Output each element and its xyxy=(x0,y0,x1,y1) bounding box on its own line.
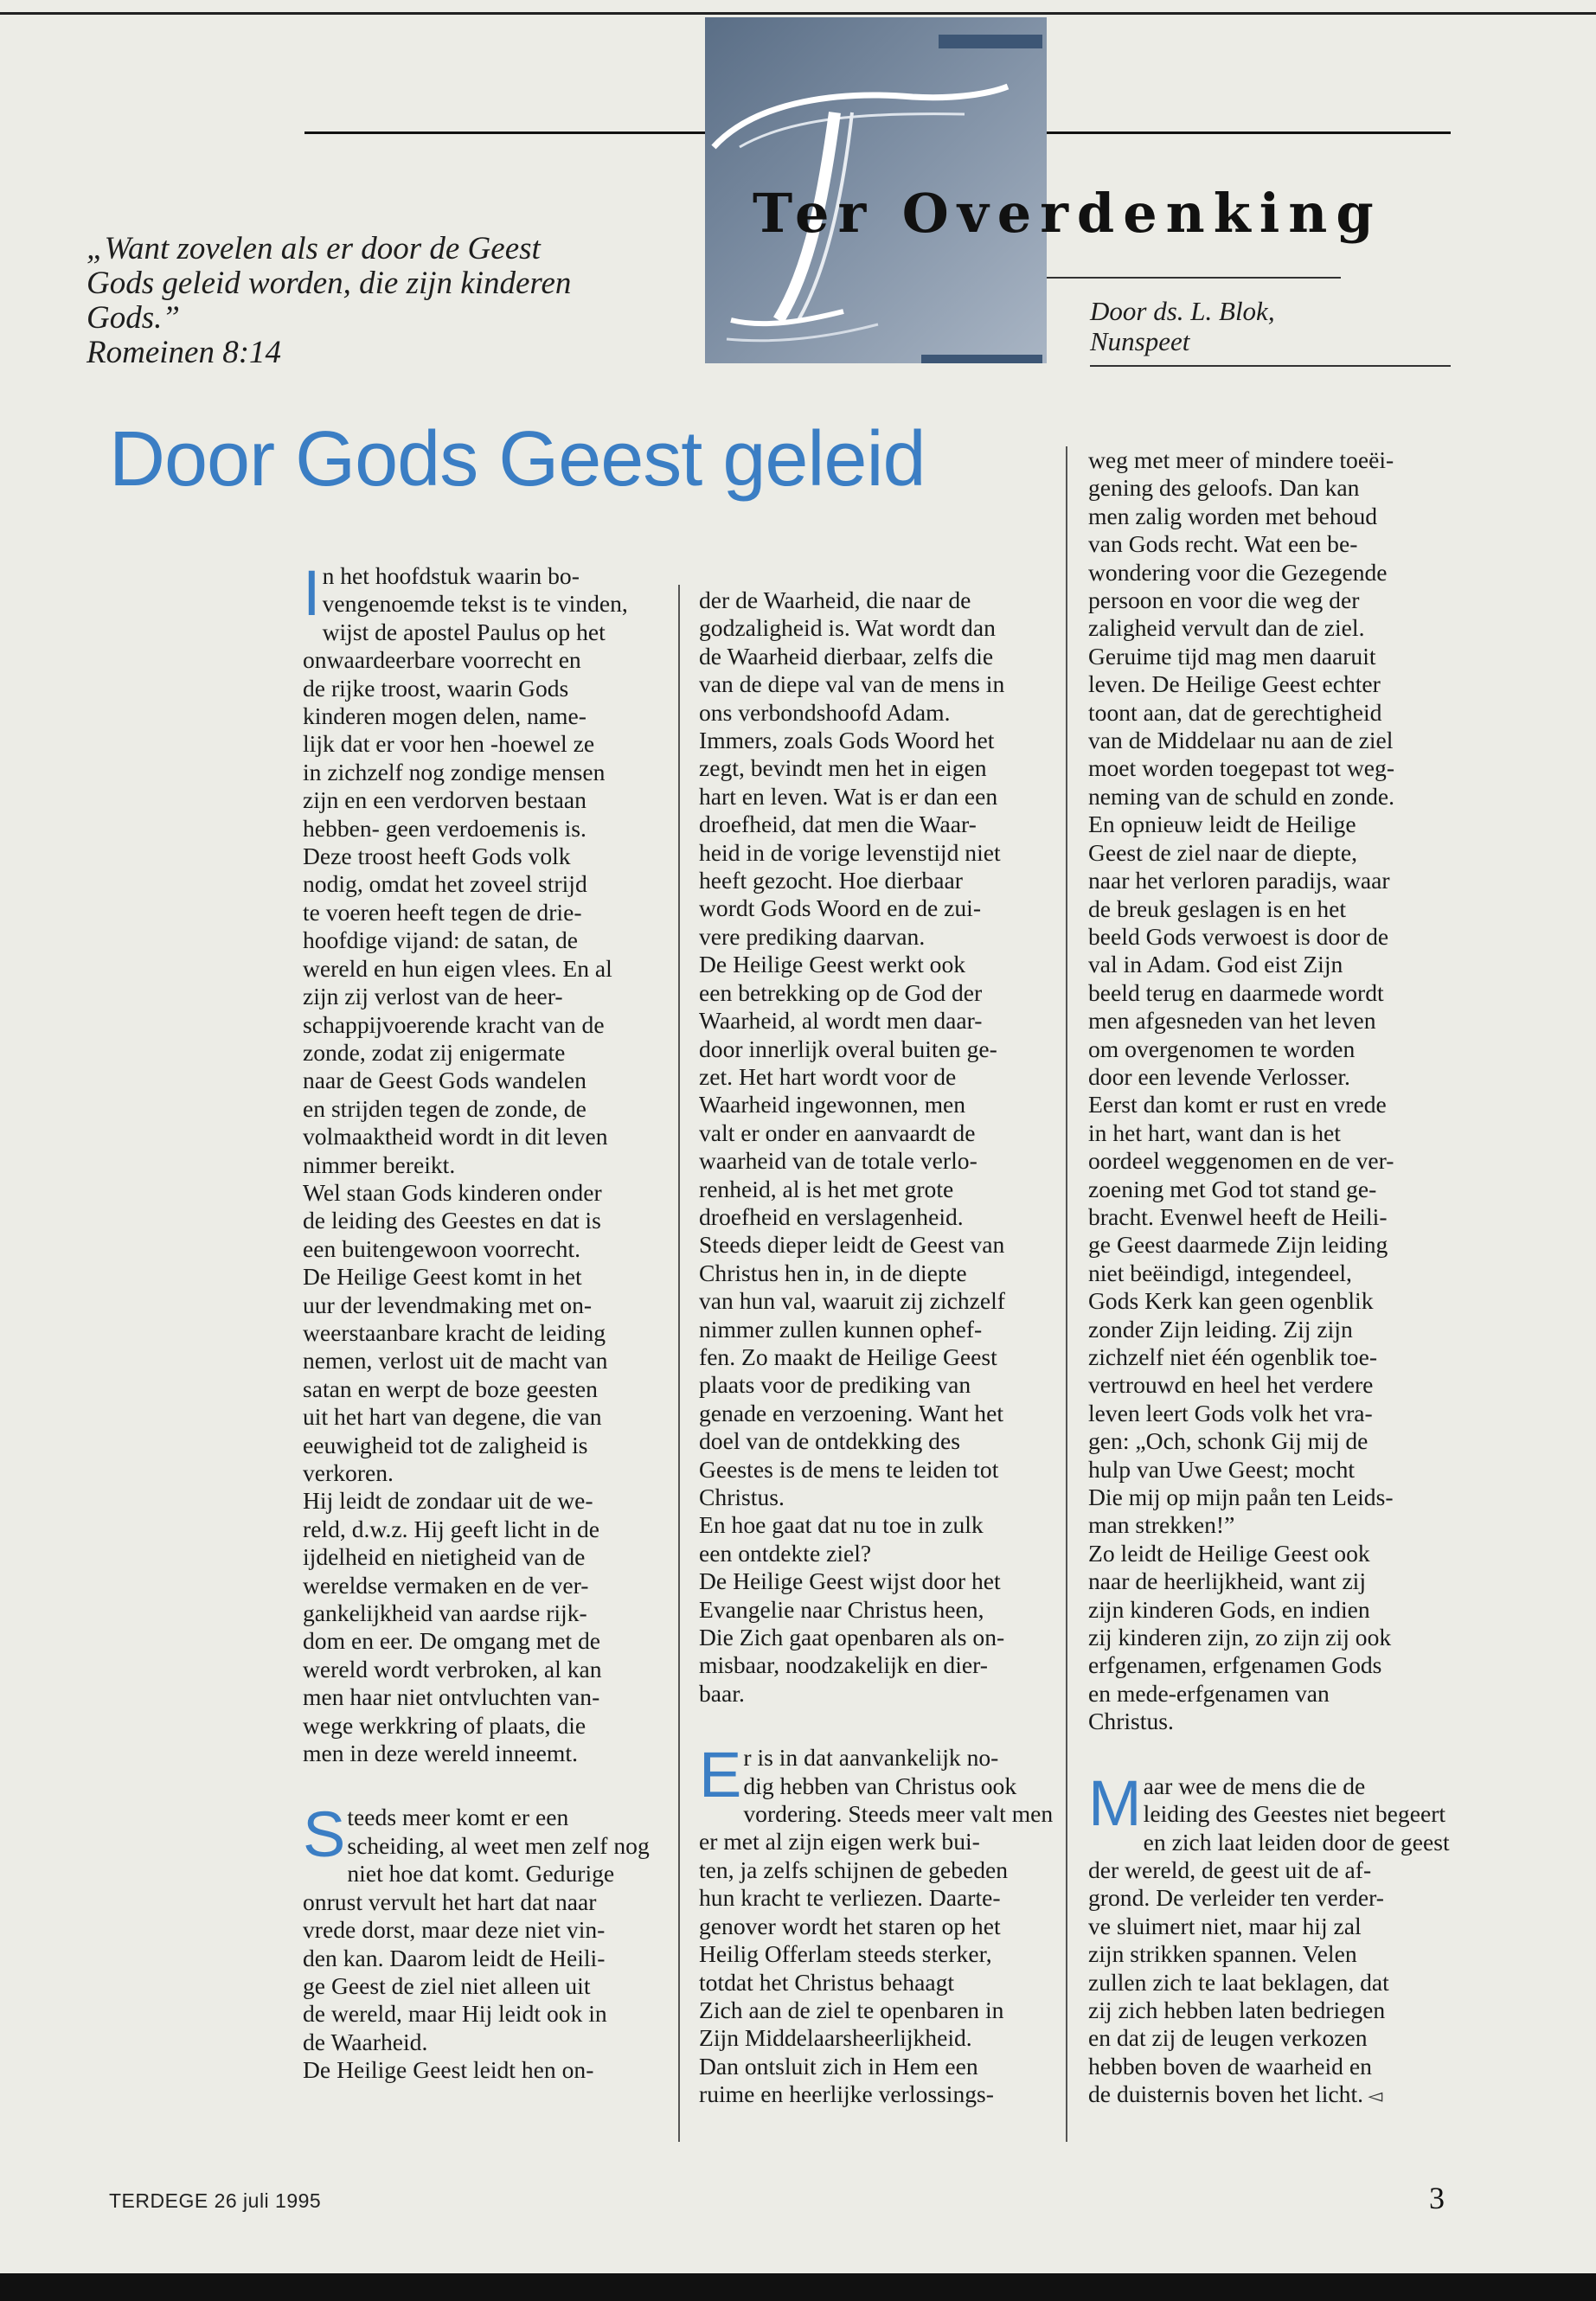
text-line: wijst de apostel Paulus op het xyxy=(322,618,606,645)
text-line: door innerlijk overal buiten ge- xyxy=(699,1035,997,1062)
text-line: hulp van Uwe Geest; mocht xyxy=(1088,1455,1356,1483)
text-line: De Heilige Geest werkt ook xyxy=(699,951,966,978)
text-line: genover wordt het staren op het xyxy=(699,1912,1001,1939)
text-line: Zo leidt de Heilige Geest ook xyxy=(1088,1539,1370,1567)
text-line: De Heilige Geest leidt hen on- xyxy=(303,2056,594,2084)
text-line: zoening met God tot stand ge- xyxy=(1088,1175,1377,1202)
text-line: Christus hen in, in de diepte xyxy=(699,1259,967,1286)
text-line: De Heilige Geest komt in het xyxy=(303,1263,582,1291)
text-line: en strijden tegen de zonde, de xyxy=(303,1094,586,1122)
scripture-line: Gods.” xyxy=(87,300,180,336)
column-lines xyxy=(303,557,657,1767)
text-line: vengenoemde tekst is te vinden, xyxy=(322,590,628,618)
text-line: Die Zich gaat openbaren als on- xyxy=(699,1624,1005,1651)
spacer xyxy=(699,1708,1049,1744)
text-line: hart en leven. Wat is er dan een xyxy=(699,782,998,810)
text-line: reld, d.w.z. Hij geeft licht in de xyxy=(303,1515,600,1542)
text-line: man strekken!” xyxy=(1088,1511,1235,1539)
text-line: Zijn Middelaarsheerlijkheid. xyxy=(699,2024,972,2052)
text-line: een ontdekte ziel? xyxy=(699,1539,872,1567)
text-line: men haar niet ontvluchten van- xyxy=(303,1683,600,1711)
column-divider xyxy=(678,585,680,2142)
text-line: eeuwigheid tot de zaligheid is xyxy=(303,1431,588,1458)
column-lines xyxy=(1088,446,1452,1736)
text-line: totdat het Christus behaagt xyxy=(699,1968,955,1996)
text-line: nemen, verlost uit de macht van xyxy=(303,1347,608,1375)
column-lines xyxy=(303,1798,657,2084)
text-line: valt er onder en aanvaardt de xyxy=(699,1118,976,1146)
text-line: uur der levendmaking met on- xyxy=(303,1291,593,1318)
text-line: lijk dat er voor hen -hoewel ze xyxy=(303,730,595,758)
text-line: dig hebben van Christus ook xyxy=(743,1772,1017,1799)
text-line: van de Middelaar nu aan de ziel xyxy=(1088,727,1394,754)
text-line: Christus. xyxy=(1088,1708,1174,1735)
column-lines xyxy=(699,1739,1054,2108)
text-line: ten, ja zelfs schijnen de gebeden xyxy=(699,1856,1009,1883)
text-line: De Heilige Geest wijst door het xyxy=(699,1567,1001,1595)
article-column-3 xyxy=(1088,446,1452,2111)
column-lines xyxy=(1088,1766,1452,2111)
text-line: zullen zich te laat beklagen, dat xyxy=(1088,1968,1389,1996)
text-line: persoon en voor die weg der xyxy=(1088,586,1360,614)
text-line: bracht. Evenwel heeft de Heili- xyxy=(1088,1202,1388,1230)
text-line: men zalig worden met behoud xyxy=(1088,502,1378,529)
text-line: droefheid en verslagenheid. xyxy=(699,1202,964,1230)
text-line: Geest de ziel naar de diepte, xyxy=(1088,838,1358,866)
byline-place: Nunspeet xyxy=(1090,326,1190,356)
text-line: ruime en heerlijke verlossings- xyxy=(699,2080,994,2108)
text-line: der de Waarheid, die naar de xyxy=(699,586,971,613)
column-lines xyxy=(699,586,1049,1708)
text-line: wereld en hun eigen vlees. En al xyxy=(303,954,612,982)
publication-footer: TERDEGE 26 juli 1995 xyxy=(109,2189,322,2212)
text-line: vere prediking daarvan. xyxy=(699,922,926,950)
text-line: in het hart, want dan is het xyxy=(1088,1118,1341,1146)
text-line: en zich laat leiden door de geest xyxy=(1143,1828,1450,1856)
byline-rule-bottom xyxy=(1090,365,1451,367)
text-line: Heilig Offerlam steeds sterker, xyxy=(699,1940,992,1968)
text-line: neming van de schuld en zonde. xyxy=(1088,782,1395,810)
text-line: droefheid, dat men die Waar- xyxy=(699,811,977,838)
text-line: Geruime tijd mag men daaruit xyxy=(1088,642,1376,670)
text-line: godzaligheid is. Wat wordt dan xyxy=(699,614,996,642)
text-line: niet beëindigd, integendeel, xyxy=(1088,1259,1352,1286)
text-line: Geestes is de mens te leiden tot xyxy=(699,1455,999,1483)
text-line: naar het verloren paradijs, waar xyxy=(1088,867,1390,894)
text-line: onrust vervult het hart dat naar xyxy=(303,1888,597,1915)
text-line: hun kracht te verliezen. Daarte- xyxy=(699,1884,1001,1912)
article-column-2 xyxy=(699,586,1054,2109)
drop-cap: I xyxy=(303,557,321,629)
text-line: doel van de ontdekking des xyxy=(699,1427,960,1455)
scripture-line: „Want zovelen als er door de Geest xyxy=(87,231,541,266)
text-line: zonde, zodat zij enigermate xyxy=(303,1038,566,1066)
paragraph-block xyxy=(303,557,657,1767)
text-line: zij zich hebben laten bedriegen xyxy=(1088,1996,1386,2023)
paragraph-block xyxy=(303,1798,657,2084)
text-line: vertrouwd en heel het verdere xyxy=(1088,1371,1374,1399)
text-line: Steeds dieper leidt de Geest van xyxy=(699,1231,1005,1259)
text-line: heeft gezocht. Hoe dierbaar xyxy=(699,867,963,894)
text-line: ge Geest daarmede Zijn leiding xyxy=(1088,1231,1388,1259)
text-line: baar. xyxy=(699,1679,745,1707)
text-line: Gods Kerk kan geen ogenblik xyxy=(1088,1287,1374,1315)
header-rule-right xyxy=(1047,131,1451,134)
header-rule-left xyxy=(304,131,705,134)
text-line: scheiding, al weet men zelf nog xyxy=(347,1831,650,1859)
page-number: 3 xyxy=(1429,2181,1445,2215)
text-line: door een levende Verlosser. xyxy=(1088,1062,1350,1090)
text-line: volmaaktheid wordt in dit leven xyxy=(303,1123,608,1150)
text-line: om overgenomen te worden xyxy=(1088,1035,1356,1062)
text-line: wordt Gods Woord en de zui- xyxy=(699,894,982,922)
scripture-reference: Romeinen 8:14 xyxy=(87,335,282,370)
text-line: Immers, zoals Gods Woord het xyxy=(699,727,995,754)
text-line: den kan. Daarom leidt de Heili- xyxy=(303,1944,606,1971)
text-line: heid in de vorige levenstijd niet xyxy=(699,838,1001,866)
text-line: een buitengewoon voorrecht. xyxy=(303,1234,581,1262)
text-line: er met al zijn eigen werk bui- xyxy=(699,1828,980,1856)
text-line: wondering voor die Gezegende xyxy=(1088,558,1388,586)
drop-cap: M xyxy=(1088,1766,1142,1839)
text-line: gankelijkheid van aardse rijk- xyxy=(303,1599,587,1627)
text-line: van Gods recht. Wat een be- xyxy=(1088,530,1358,558)
scripture-quote xyxy=(87,232,640,370)
text-line: naar de Geest Gods wandelen xyxy=(303,1067,586,1094)
text-line: moet worden toegepast tot weg- xyxy=(1088,754,1395,782)
text-line: de wereld, maar Hij leidt ook in xyxy=(303,2000,607,2028)
text-line: schappijvoerende kracht van de xyxy=(303,1010,605,1038)
article-headline: Door Gods Geest geleid xyxy=(109,416,926,503)
text-line: val in Adam. God eist Zijn xyxy=(1088,951,1343,978)
text-line: beeld Gods verwoest is door de xyxy=(1088,922,1389,950)
text-line: teeds meer komt er een xyxy=(347,1804,569,1831)
text-line: zichzelf niet één ogenblik toe- xyxy=(1088,1343,1378,1370)
text-line: satan en werpt de boze geesten xyxy=(303,1375,598,1402)
text-line: weerstaanbare kracht de leiding xyxy=(303,1318,606,1346)
text-line: men in deze wereld inneemt. xyxy=(303,1740,578,1767)
text-line: Dan ontsluit zich in Hem een xyxy=(699,2052,978,2080)
text-line: zonder Zijn leiding. Zij zijn xyxy=(1088,1315,1353,1343)
text-line: de breuk geslagen is en het xyxy=(1088,894,1347,922)
paragraph-block xyxy=(1088,1766,1452,2111)
drop-cap: S xyxy=(303,1798,346,1871)
text-line: niet hoe dat komt. Gedurige xyxy=(347,1860,615,1888)
text-line: van de diepe val van de mens in xyxy=(699,670,1005,698)
drop-cap: E xyxy=(699,1739,742,1811)
text-line: de Waarheid. xyxy=(303,2028,428,2055)
text-line: hebben- geen verdoemenis is. xyxy=(303,814,586,842)
text-line: toont aan, dat de gerechtigheid xyxy=(1088,698,1382,726)
text-line: Christus. xyxy=(699,1484,785,1510)
text-line: dom en eer. De omgang met de xyxy=(303,1627,601,1655)
text-line: de rijke troost, waarin Gods xyxy=(303,674,569,702)
scripture-line: Gods geleid worden, die zijn kinderen xyxy=(87,266,572,301)
top-border xyxy=(0,12,1596,15)
text-line: men afgesneden van het leven xyxy=(1088,1007,1376,1035)
spacer xyxy=(303,1767,657,1804)
text-line: genade en verzoening. Want het xyxy=(699,1399,1004,1426)
spacer xyxy=(1088,1736,1452,1772)
text-line: hebben boven de waarheid en xyxy=(1088,2052,1372,2080)
text-line: Waarheid, al wordt men daar- xyxy=(699,1007,983,1035)
text-line: renheid, al is het met grote xyxy=(699,1175,954,1202)
text-line: naar de heerlijkheid, want zij xyxy=(1088,1567,1367,1595)
text-line: nodig, omdat het zoveel strijd xyxy=(303,870,587,898)
text-line: Die mij op mijn paån ten Leids- xyxy=(1088,1484,1394,1511)
text-line: in zichzelf nog zondige mensen xyxy=(303,758,606,785)
text-line: zijn en een verdorven bestaan xyxy=(303,786,586,814)
text-line: misbaar, noodzakelijk en dier- xyxy=(699,1651,988,1679)
text-line: de Waarheid dierbaar, zelfs die xyxy=(699,642,994,670)
text-line: Hij leidt de zondaar uit de we- xyxy=(303,1487,593,1515)
text-line: ve sluimert niet, maar hij zal xyxy=(1088,1912,1362,1939)
text-line: zaligheid vervult dan de ziel. xyxy=(1088,614,1365,642)
text-line: gen: „Och, schonk Gij mij de xyxy=(1088,1427,1368,1455)
text-line: wege werkkring of plaats, die xyxy=(303,1711,586,1739)
text-line: zij kinderen zijn, zo zijn zij ook xyxy=(1088,1624,1392,1651)
text-line: en dat zij de leugen verkozen xyxy=(1088,2024,1368,2052)
text-line: hoofdige vijand: de satan, de xyxy=(303,926,579,954)
byline xyxy=(1090,296,1471,356)
text-line: zegt, bevindt men het in eigen xyxy=(699,754,987,782)
text-line: En hoe gaat dat nu toe in zulk xyxy=(699,1511,984,1539)
text-line: grond. De verleider ten verder- xyxy=(1088,1884,1384,1912)
text-line: waarheid van de totale verlo- xyxy=(699,1147,977,1175)
text-line: nimmer zullen kunnen ophef- xyxy=(699,1315,983,1343)
text-line: Evangelie naar Christus heen, xyxy=(699,1595,984,1623)
text-line: Zich aan de ziel te openbaren in xyxy=(699,1996,1004,2023)
text-line: fen. Zo maakt de Heilige Geest xyxy=(699,1343,997,1370)
paragraph-block xyxy=(699,1739,1054,2108)
text-line: ijdelheid en nietigheid van de xyxy=(303,1543,586,1571)
text-line: onwaardeerbare voorrecht en xyxy=(303,646,581,674)
text-line: en mede-erfgenamen van xyxy=(1088,1679,1330,1707)
text-line: vrede dorst, maar deze niet vin- xyxy=(303,1916,606,1944)
text-line: zijn zij verlost van de heer- xyxy=(303,983,563,1010)
text-line: wereldse vermaken en de ver- xyxy=(303,1571,589,1599)
text-line: ons verbondshoofd Adam. xyxy=(699,698,951,726)
text-line: uit het hart van degene, die van xyxy=(303,1403,602,1431)
text-line: verkoren. xyxy=(303,1459,394,1486)
text-line: erfgenamen, erfgenamen Gods xyxy=(1088,1651,1382,1679)
byline-rule-top xyxy=(1047,277,1341,279)
text-line: vordering. Steeds meer valt men xyxy=(743,1800,1054,1828)
text-line: zijn kinderen Gods, en indien xyxy=(1088,1595,1370,1623)
text-line: beeld terug en daarmede wordt xyxy=(1088,978,1384,1006)
text-line: nimmer bereikt. xyxy=(303,1150,456,1178)
text-line: oordeel weggenomen en de ver- xyxy=(1088,1147,1394,1175)
text-line: Wel staan Gods kinderen onder xyxy=(303,1178,602,1206)
article-column-1 xyxy=(303,557,657,2085)
text-line: zet. Het hart wordt voor de xyxy=(699,1062,957,1090)
text-line: wereld wordt verbroken, al kan xyxy=(303,1655,602,1682)
text-line: r is in dat aanvankelijk no- xyxy=(743,1744,999,1772)
text-line: leiding des Geestes niet begeert xyxy=(1143,1800,1446,1828)
text-line: weg met meer of mindere toeëi- xyxy=(1088,446,1394,473)
bottom-border xyxy=(0,2273,1596,2301)
text-line: aar wee de mens die de xyxy=(1143,1772,1366,1799)
column-divider xyxy=(1066,446,1067,2142)
end-of-article-icon: ◅ xyxy=(1363,2085,1383,2107)
text-line: leven leert Gods volk het vra- xyxy=(1088,1399,1373,1426)
text-line: zijn strikken spannen. Velen xyxy=(1088,1940,1357,1968)
text-line: ge Geest de ziel niet alleen uit xyxy=(303,1971,591,1999)
text-line: van hun val, waaruit zij zichzelf xyxy=(699,1287,1005,1315)
text-line: kinderen mogen delen, name- xyxy=(303,702,586,730)
text-line: En opnieuw leidt de Heilige xyxy=(1088,811,1356,838)
text-line: Deze troost heeft Gods volk xyxy=(303,843,571,870)
section-title: Ter Overdenking xyxy=(753,182,1382,245)
text-line: Eerst dan komt er rust en vrede xyxy=(1088,1091,1387,1118)
text-line: te voeren heeft tegen de drie- xyxy=(303,898,582,926)
text-line: Waarheid ingewonnen, men xyxy=(699,1091,966,1118)
text-line: der wereld, de geest uit de af- xyxy=(1088,1856,1372,1883)
text-line: plaats voor de prediking van xyxy=(699,1371,971,1399)
text-line: gening des geloofs. Dan kan xyxy=(1088,474,1360,502)
text-line: leven. De Heilige Geest echter xyxy=(1088,670,1381,698)
text-line: de duisternis boven het licht. ◅ xyxy=(1088,2080,1383,2108)
text-line: n het hoofdstuk waarin bo- xyxy=(322,562,580,589)
text-line: de leiding des Geestes en dat is xyxy=(303,1207,601,1234)
byline-author: Door ds. L. Blok, xyxy=(1090,296,1275,326)
text-line: een betrekking op de God der xyxy=(699,978,983,1006)
